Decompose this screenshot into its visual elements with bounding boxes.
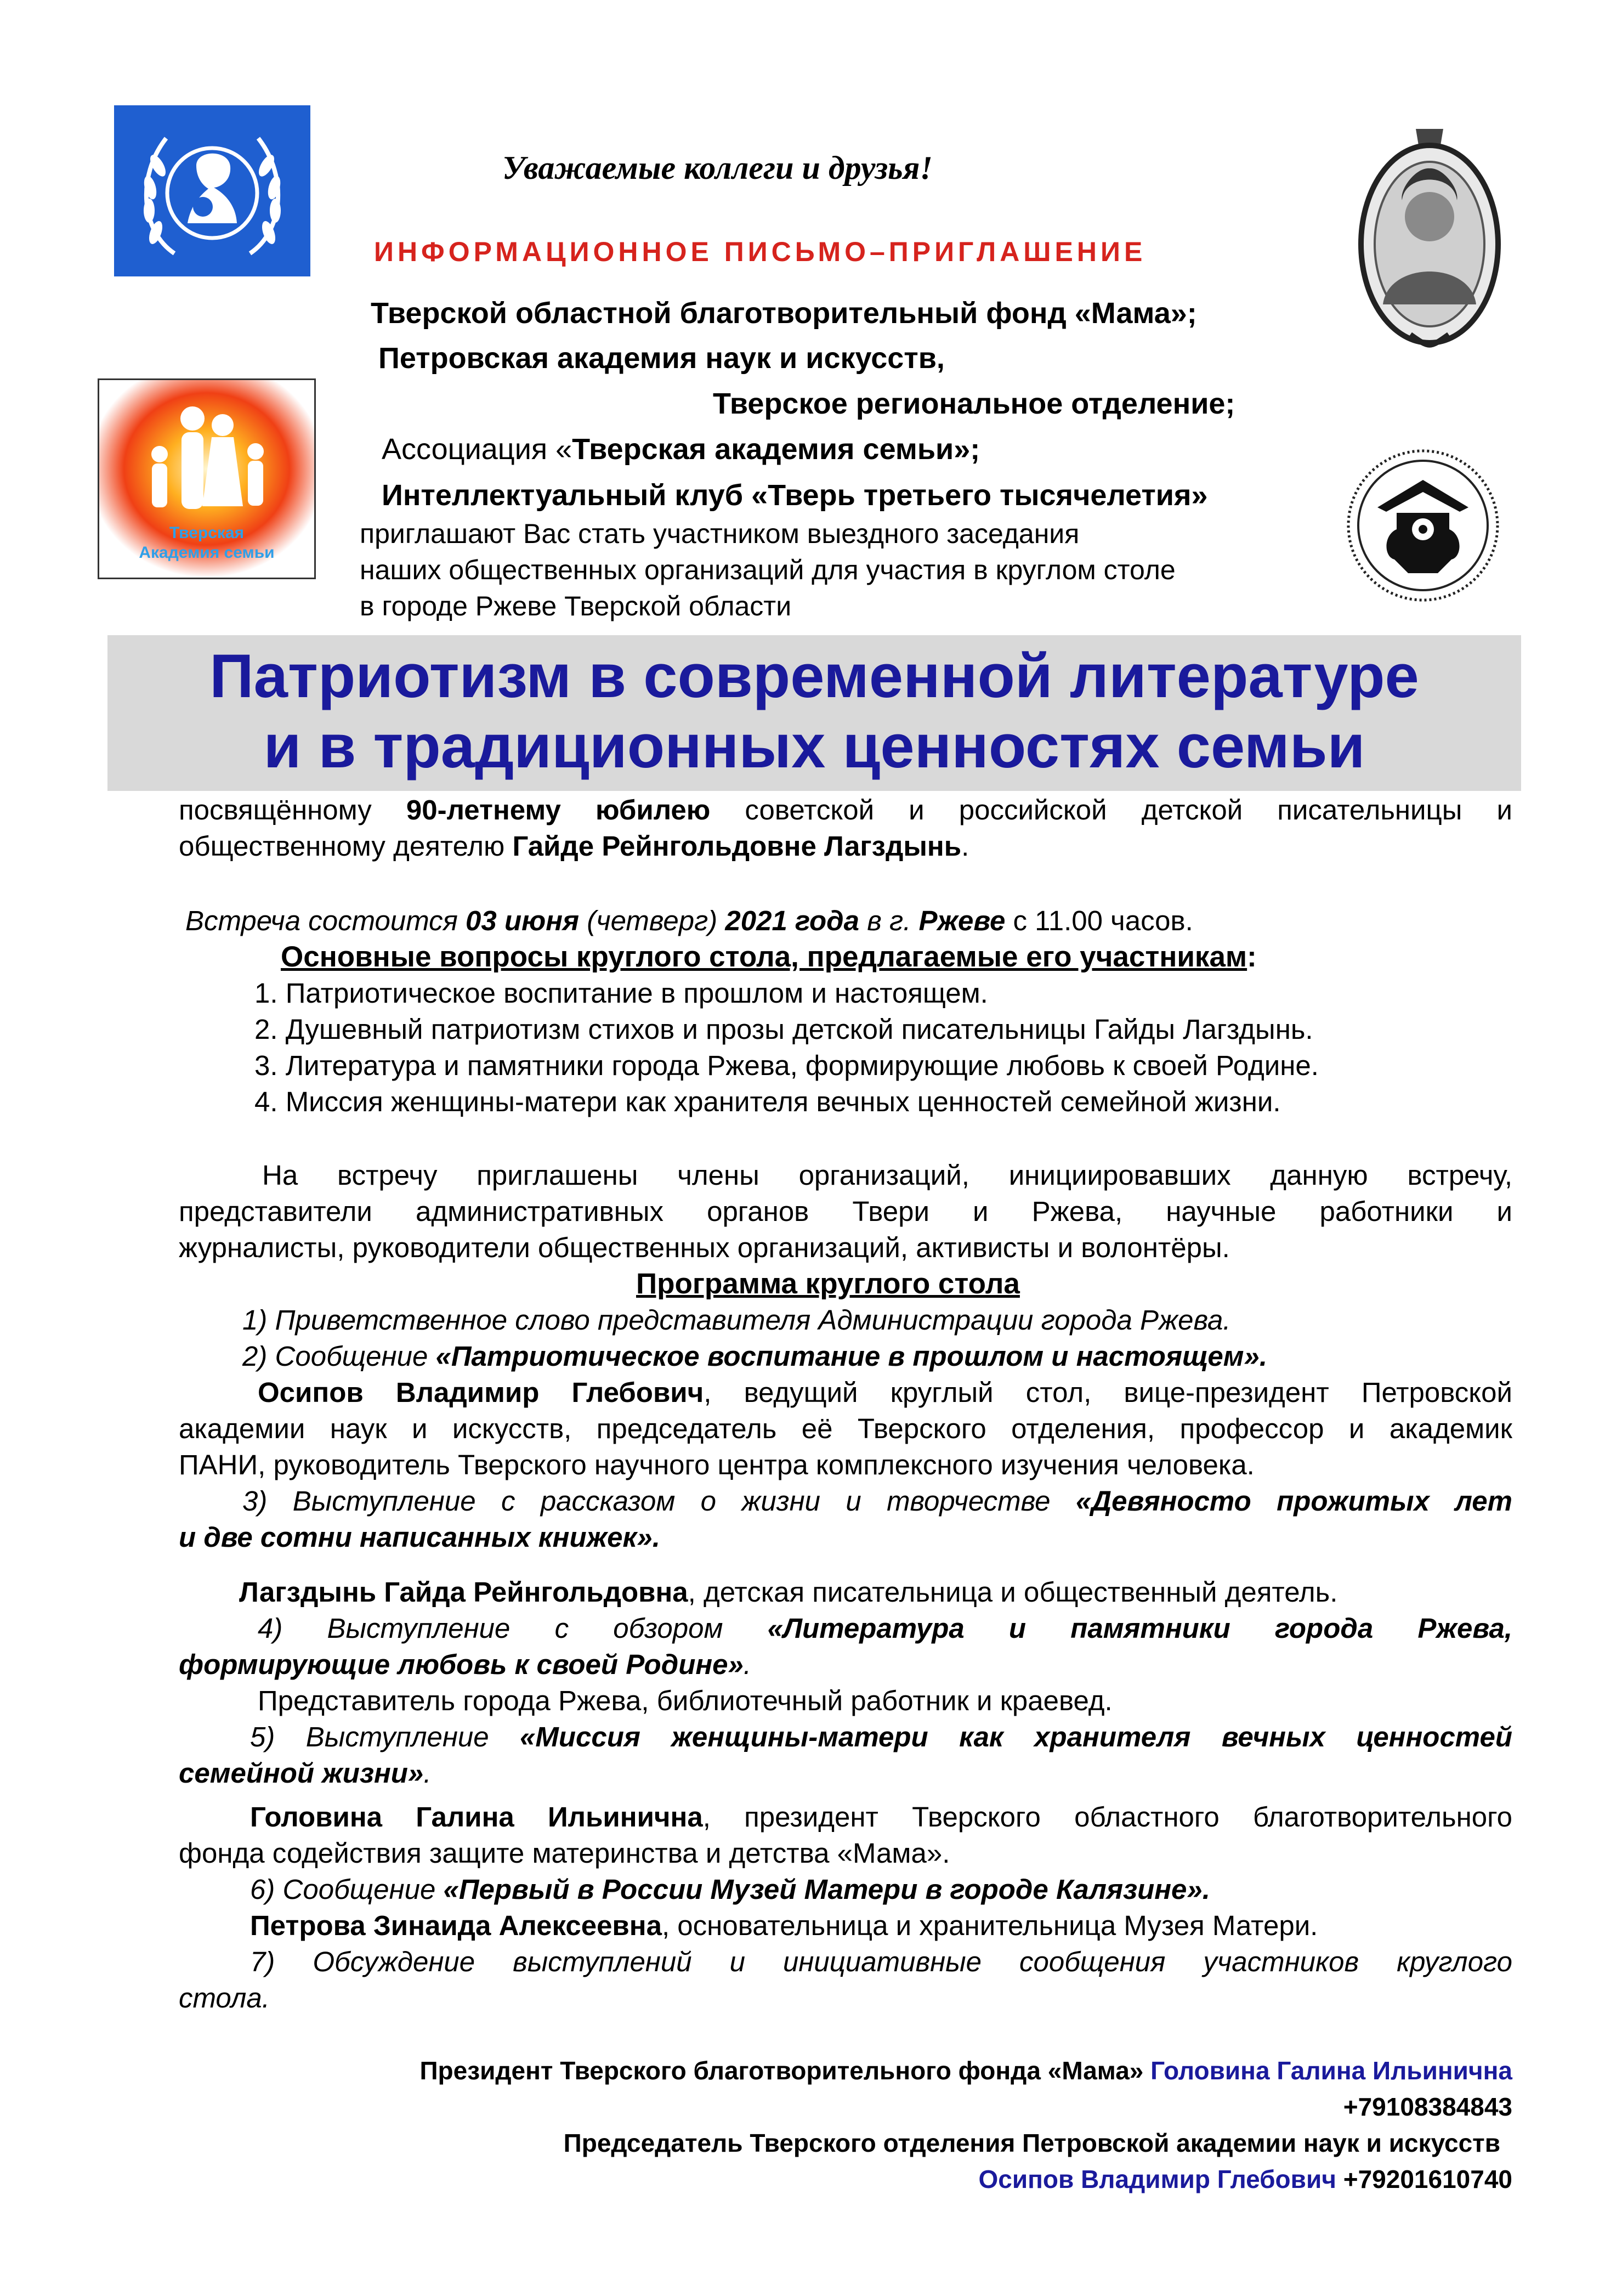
meeting-city: Ржеве — [918, 905, 1006, 936]
org-association — [382, 432, 980, 466]
family-academy-logo — [98, 378, 316, 579]
title-banner — [107, 635, 1521, 791]
program-item-4-line-1 — [258, 1610, 1512, 1647]
org-academy-branch: Тверское региональное отделение; — [713, 387, 1235, 420]
meeting-time: с 11.00 часов. — [1005, 905, 1193, 936]
dedication-line-2 — [179, 828, 969, 864]
program-item-4-title-a: «Литература и памятники города Ржева, — [767, 1613, 1512, 1644]
meeting-text-a: Встреча состоится — [185, 905, 466, 936]
program-item-4-line-2 — [179, 1647, 751, 1683]
family-academy-caption-1: Тверская — [169, 524, 245, 542]
program-item-4-title-b: формирующие любовь к своей Родине» — [179, 1649, 744, 1680]
jubilee-text: 90-летнему юбилею — [406, 794, 711, 825]
speaker-2-name: Осипов Владимир Глебович — [258, 1377, 704, 1408]
speaker-5-line-2: фонда содействия защите материнства и детства «Мама». — [179, 1837, 950, 1869]
speaker-2-line-1 — [258, 1375, 1512, 1411]
question-item-4: 4. Миссия женщины-матери как хранителя вечных ценностей семейной жизни. — [254, 1086, 1281, 1117]
speaker-2-role-a: , ведущий круглый стол, вице-президент Петровской — [704, 1377, 1513, 1408]
letter-type-heading: ИНФОРМАЦИОННОЕ ПИСЬМО–ПРИГЛАШЕНИЕ — [374, 236, 1147, 267]
banner-title-line-2: и в традиционных ценностях семьи — [263, 712, 1365, 781]
dedication-line-1 — [179, 792, 1512, 828]
program-item-1: 1) Приветственное слово представителя Администрации города Ржева. — [242, 1304, 1231, 1336]
signature-chairman-phone: +79201610740 — [1336, 2165, 1512, 2193]
program-item-3-line-1 — [242, 1483, 1512, 1519]
dedication-text-c: общественному деятелю — [179, 830, 513, 862]
dedication-text-b: советской и российской детской писательницы и — [710, 794, 1512, 825]
academy-emblem — [1345, 447, 1501, 604]
questions-title — [281, 939, 1257, 975]
mama-foundation-logo — [114, 105, 310, 276]
speaker-6-role: , основательница и хранительница Музея Матери. — [661, 1910, 1318, 1941]
questions-title-text: Основные вопросы круглого стола, предлагаемые его участникам — [281, 941, 1247, 973]
questions-title-colon: : — [1247, 941, 1257, 973]
org-academy: Петровская академия наук и искусств, — [378, 342, 945, 375]
signature-president-name: Головина Галина Ильинична — [1150, 2056, 1512, 2085]
speaker-6-name: Петрова Зинаида Алексеевна — [250, 1910, 662, 1941]
question-item-2: 2. Душевный патриотизм стихов и прозы детской писательницы Гайды Лагздынь. — [254, 1014, 1313, 1045]
speaker-2-line-3: ПАНИ, руководитель Тверского научного центра комплексного изучения человека. — [179, 1449, 1255, 1480]
speaker-3-role: , детская писательница и общественный деятель. — [688, 1576, 1338, 1608]
program-item-2-label: 2) Сообщение — [242, 1341, 436, 1372]
org-association-prefix: Ассоциация « — [382, 433, 572, 466]
org-association-name: Тверская академия семьи»; — [572, 433, 980, 466]
signature-president-phone: +79108384843 — [1343, 2093, 1512, 2121]
academy-emblem-icon — [1345, 447, 1501, 604]
program-item-5-period: . — [423, 1757, 432, 1789]
speaker-5-line-1 — [250, 1799, 1512, 1835]
signature-president — [419, 2056, 1512, 2085]
speaker-3 — [239, 1574, 1337, 1610]
program-item-6-title: «Первый в России Музей Матери в городе Калязине». — [443, 1874, 1210, 1905]
invite-line-1: приглашают Вас стать участником выездного заседания — [360, 518, 1080, 549]
signature-chairman-name: Осипов Владимир Глебович — [978, 2165, 1336, 2193]
invitees-line-3: журналисты, руководители общественных организаций, активисты и волонтёры. — [179, 1232, 1230, 1263]
signature-chairman-title: Председатель Тверского отделения Петровской академии наук и искусств — [563, 2129, 1500, 2157]
org-club: Интеллектуальный клуб «Тверь третьего тысячелетия» — [382, 479, 1208, 512]
program-item-3-line-2: и две сотни написанных книжек». — [179, 1522, 660, 1553]
meeting-date: 03 июня — [466, 905, 580, 936]
invitees-line-2: представители административных органов Твери и Ржева, научные работники и — [179, 1196, 1512, 1227]
program-item-5-line-2 — [179, 1755, 431, 1791]
speaker-3-name: Лагздынь Гайда Рейнгольдовна — [239, 1576, 688, 1608]
dedication-text-a: посвящённому — [179, 794, 406, 825]
speaker-6 — [250, 1908, 1318, 1944]
program-title: Программа круглого стола — [636, 1268, 1020, 1300]
org-foundation: Тверской областной благотворительный фонд «Мама»; — [371, 297, 1197, 330]
program-item-4-period: . — [743, 1649, 752, 1680]
portrait-medallion-icon — [1350, 118, 1509, 354]
signature-chairman — [979, 2164, 1513, 2194]
program-item-7-line-2: стола. — [179, 1982, 270, 2014]
program-item-5-label: 5) Выступление — [250, 1721, 520, 1752]
question-item-3: 3. Литература и памятники города Ржева, формирующие любовь к своей Родине. — [254, 1050, 1319, 1081]
meeting-text-b: (четверг) — [579, 905, 725, 936]
program-item-3-title-a: «Девяносто прожитых лет — [1075, 1485, 1512, 1517]
program-item-3-label: 3) Выступление с рассказом о жизни и творчестве — [242, 1485, 1076, 1517]
greeting: Уважаемые коллеги и друзья! — [502, 150, 933, 186]
meeting-text-c: в г. — [859, 905, 919, 936]
honoree-name: Гайде Рейнгольдовне Лагздынь — [512, 830, 962, 862]
banner-title-line-1: Патриотизм в современной литературе — [209, 642, 1419, 710]
program-item-4-label: 4) Выступление с обзором — [258, 1613, 768, 1644]
peter-the-great-portrait — [1350, 118, 1509, 354]
invite-line-2: наших общественных организаций для участия в круглом столе — [360, 555, 1176, 585]
question-item-1: 1. Патриотическое воспитание в прошлом и настоящем. — [254, 977, 988, 1009]
program-item-2-title: «Патриотическое воспитание в прошлом и настоящем». — [435, 1341, 1268, 1372]
program-item-5-title-a: «Миссия женщины-матери как хранителя вечных ценностей — [520, 1721, 1513, 1752]
family-academy-caption-2: Академия семьи — [139, 544, 275, 562]
speaker-5-name: Головина Галина Ильинична — [250, 1801, 703, 1833]
speaker-4: Представитель города Ржева, библиотечный работник и краевед. — [258, 1685, 1113, 1716]
invite-line-3: в городе Ржеве Тверской области — [360, 591, 792, 621]
meeting-year: 2021 года — [725, 905, 860, 936]
program-item-7-line-1: 7) Обсуждение выступлений и инициативные сообщения участников круглого — [250, 1946, 1512, 1977]
program-item-6-label: 6) Сообщение — [250, 1874, 444, 1905]
invitees-line-1: На встречу приглашены члены организаций, инициировавших данную встречу, — [262, 1160, 1512, 1191]
speaker-2-line-2: академии наук и искусств, председатель её Тверского отделения, профессор и академик — [179, 1413, 1512, 1444]
program-item-6 — [250, 1871, 1210, 1908]
dedication-period: . — [961, 830, 969, 862]
signature-president-title: Президент Тверского благотворительного фонда «Мама» — [419, 2056, 1151, 2085]
program-item-2 — [242, 1338, 1267, 1375]
meeting-info — [185, 903, 1193, 939]
speaker-5-role-a: , президент Тверского областного благотворительного — [702, 1801, 1512, 1833]
program-item-5-title-b: семейной жизни» — [179, 1757, 424, 1789]
mother-child-icon — [114, 105, 310, 276]
program-item-5-line-1 — [250, 1719, 1512, 1755]
